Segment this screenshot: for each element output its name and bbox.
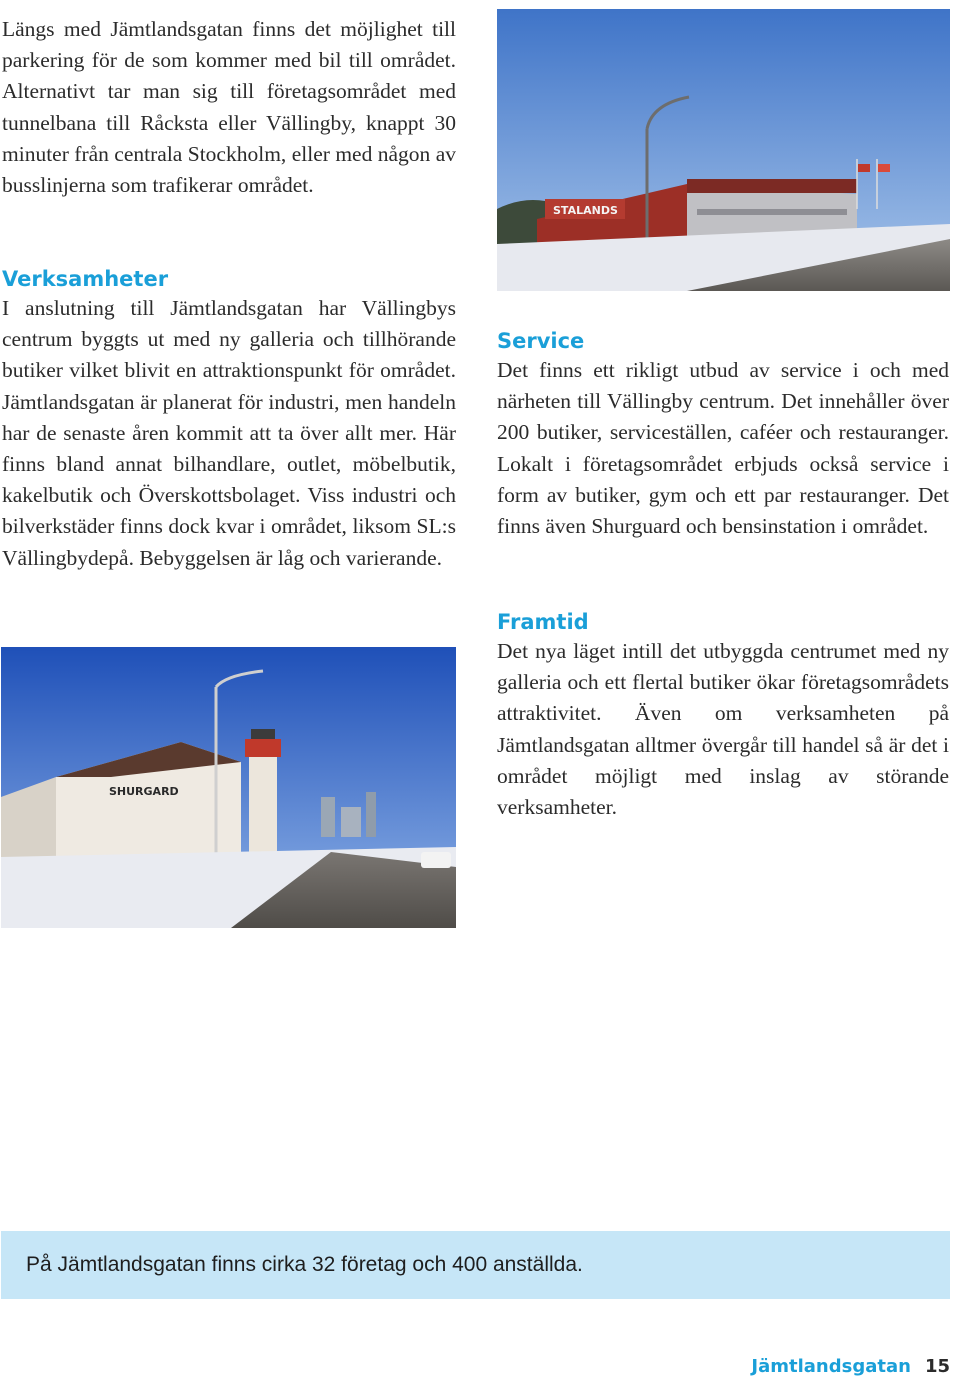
shurguard-building-photo (1, 647, 456, 928)
verksamheter-section (2, 265, 456, 574)
framtid-heading: Framtid (497, 610, 589, 634)
framtid-paragraph: Det nya läget intill det utbyggda centrumet med ny galleria och ett flertal butiker ökar företagsområdets attraktivitet. Även om verksamheten på Jämtlandsgatan alltmer övergår till handel så är det i området möjligt med inslag av störande verksamheter. (497, 639, 949, 820)
service-paragraph: Det finns ett rikligt utbud av service i och med närheten till Vällingby centrum. Det innehåller över 200 butiker, serviceställen, caféer och restauranger. Lokalt i företagsområdet erbjuds också service i form av butiker, gym och ett par restauranger. Det finns även Shurguard och bensinstation i området. (497, 358, 949, 539)
verksamheter-heading: Verksamheter (2, 267, 169, 291)
service-heading: Service (497, 329, 585, 353)
footer-title: Jämtlandsgatan (751, 1356, 911, 1377)
retail-buildings-photo (497, 9, 950, 291)
fact-box-text: På Jämtlandsgatan finns cirka 32 företag och 400 anställda. (26, 1253, 583, 1276)
framtid-section (497, 608, 949, 823)
service-section (497, 327, 949, 542)
verksamheter-paragraph: I anslutning till Jämtlandsgatan har Vällingbys centrum byggts ut med ny galleria och tillhörande butiker vilket blivit en attraktionspunkt för området. Jämtlandsgatan är planerat för industri, men handeln har de senaste åren kommit att ta över allt mer. Här finns bland annat bilhandlare, outlet, möbelbutik, kakelbutik och Överskottsbolaget. Viss industri och bilverkstäder finns dock kvar i området, liksom SL:s Vällingbydepå. Bebyggelsen är låg och varierande. (2, 296, 456, 570)
page-footer (751, 1356, 950, 1377)
intro-paragraph: Längs med Jämtlandsgatan finns det möjlighet till parkering för de som kommer med bil till området. Alternativt tar man sig till företagsområdet med tunnelbana till Råcksta eller Vällingby, knappt 30 minuter från centrala Stockholm, eller med någon av busslinjerna som trafikerar området. (2, 17, 456, 198)
storage-sign-text: SHURGARD (109, 785, 179, 798)
fact-box (1, 1231, 950, 1299)
page-number: 15 (924, 1356, 950, 1377)
intro-section (2, 14, 456, 201)
store-sign-text: STALANDS (553, 204, 618, 217)
